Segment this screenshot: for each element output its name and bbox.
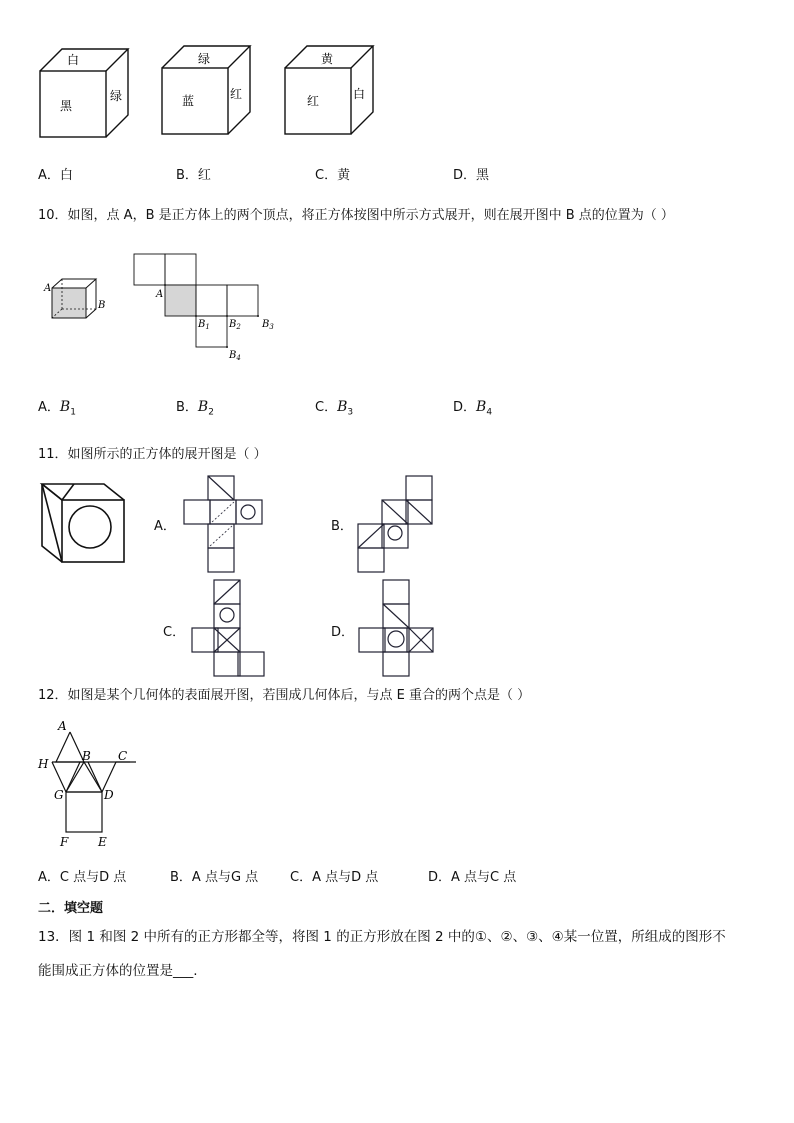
q11-option-b[interactable]: B． (331, 519, 353, 534)
cube-3-side: 白 (352, 87, 366, 101)
cube-3 (283, 44, 375, 140)
q9-option-a[interactable]: A．白 (38, 168, 73, 183)
q10-option-d[interactable]: D．$B_4$ (453, 399, 493, 418)
cube-1-top: 白 (66, 53, 80, 67)
q11-net-a (182, 474, 264, 574)
cube-1-side: 绿 (109, 89, 123, 103)
cube-2-top: 绿 (197, 52, 211, 66)
q11-net-c (190, 578, 270, 678)
q10-net-label-b1: $B_1$ (198, 319, 210, 331)
q12-point-d: D (104, 788, 114, 802)
q11-net-d (357, 578, 437, 678)
q12-option-a[interactable]: A．C 点与D 点 (38, 870, 127, 885)
q10-net-label-a: A (156, 289, 164, 300)
cube-3-front: 红 (306, 94, 320, 108)
q12-question: 12．如图是某个几何体的表面展开图，若围成几何体后，与点 E 重合的两个点是（ ） (38, 688, 531, 703)
cube-2 (160, 44, 252, 140)
cube-1 (38, 44, 130, 140)
q10-option-b[interactable]: B．$B_2$ (176, 399, 214, 418)
q12-point-f: F (60, 835, 69, 849)
q11-cube-figure (38, 480, 130, 568)
q11-question: 11．如图所示的正方体的展开图是（ ） (38, 447, 267, 462)
q11-option-a[interactable]: A． (154, 519, 176, 534)
q9-option-d[interactable]: D．黑 (453, 168, 490, 183)
q10-net-figure (132, 252, 282, 362)
q10-cube-label-b: B (98, 300, 106, 311)
q13-line-1: 13．图 1 和图 2 中所有的正方形都全等，将图 1 的正方形放在图 2 中的①、②、③、④某一位置，所组成的图形不 (38, 929, 726, 945)
q12-point-b: B (82, 749, 91, 763)
q10-cube-label-a: A (44, 283, 52, 294)
q12-point-e: E (98, 835, 107, 849)
q13-line-2: 能围成正方体的位置是___. (38, 963, 198, 979)
q11-option-c[interactable]: C． (163, 625, 186, 640)
q12-point-g: G (54, 788, 64, 802)
q9-option-c[interactable]: C．黄 (315, 168, 351, 183)
q11-option-d[interactable]: D． (331, 625, 355, 640)
q9-option-b[interactable]: B．红 (176, 168, 211, 183)
q10-option-c[interactable]: C．$B_3$ (315, 399, 354, 418)
cube-3-top: 黄 (320, 52, 334, 66)
q10-cube-figure (40, 272, 120, 332)
section-heading: 二．填空题 (38, 901, 104, 916)
q11-net-b (356, 474, 436, 574)
q12-option-c[interactable]: C．A 点与D 点 (290, 870, 379, 885)
q12-point-a: A (58, 719, 67, 733)
q10-net-label-b4: $B_4$ (229, 350, 241, 362)
cube-1-front: 黑 (59, 99, 73, 113)
cube-2-front: 蓝 (181, 94, 195, 108)
q12-net-figure (36, 718, 146, 852)
cube-2-side: 红 (229, 87, 243, 101)
q12-point-c: C (118, 749, 128, 763)
q12-option-b[interactable]: B．A 点与G 点 (170, 870, 259, 885)
q12-point-h: H (38, 757, 49, 771)
q10-net-label-b3: $B_3$ (262, 319, 274, 331)
q10-question: 10．如图，点 A，B 是正方体上的两个顶点，将正方体按图中所示方式展开，则在展开图中 B 点的位置为（ ） (38, 208, 674, 223)
q10-net-label-b2: $B_2$ (229, 319, 241, 331)
q10-option-a[interactable]: A．$B_1$ (38, 399, 76, 418)
q12-option-d[interactable]: D．A 点与C 点 (428, 870, 517, 885)
